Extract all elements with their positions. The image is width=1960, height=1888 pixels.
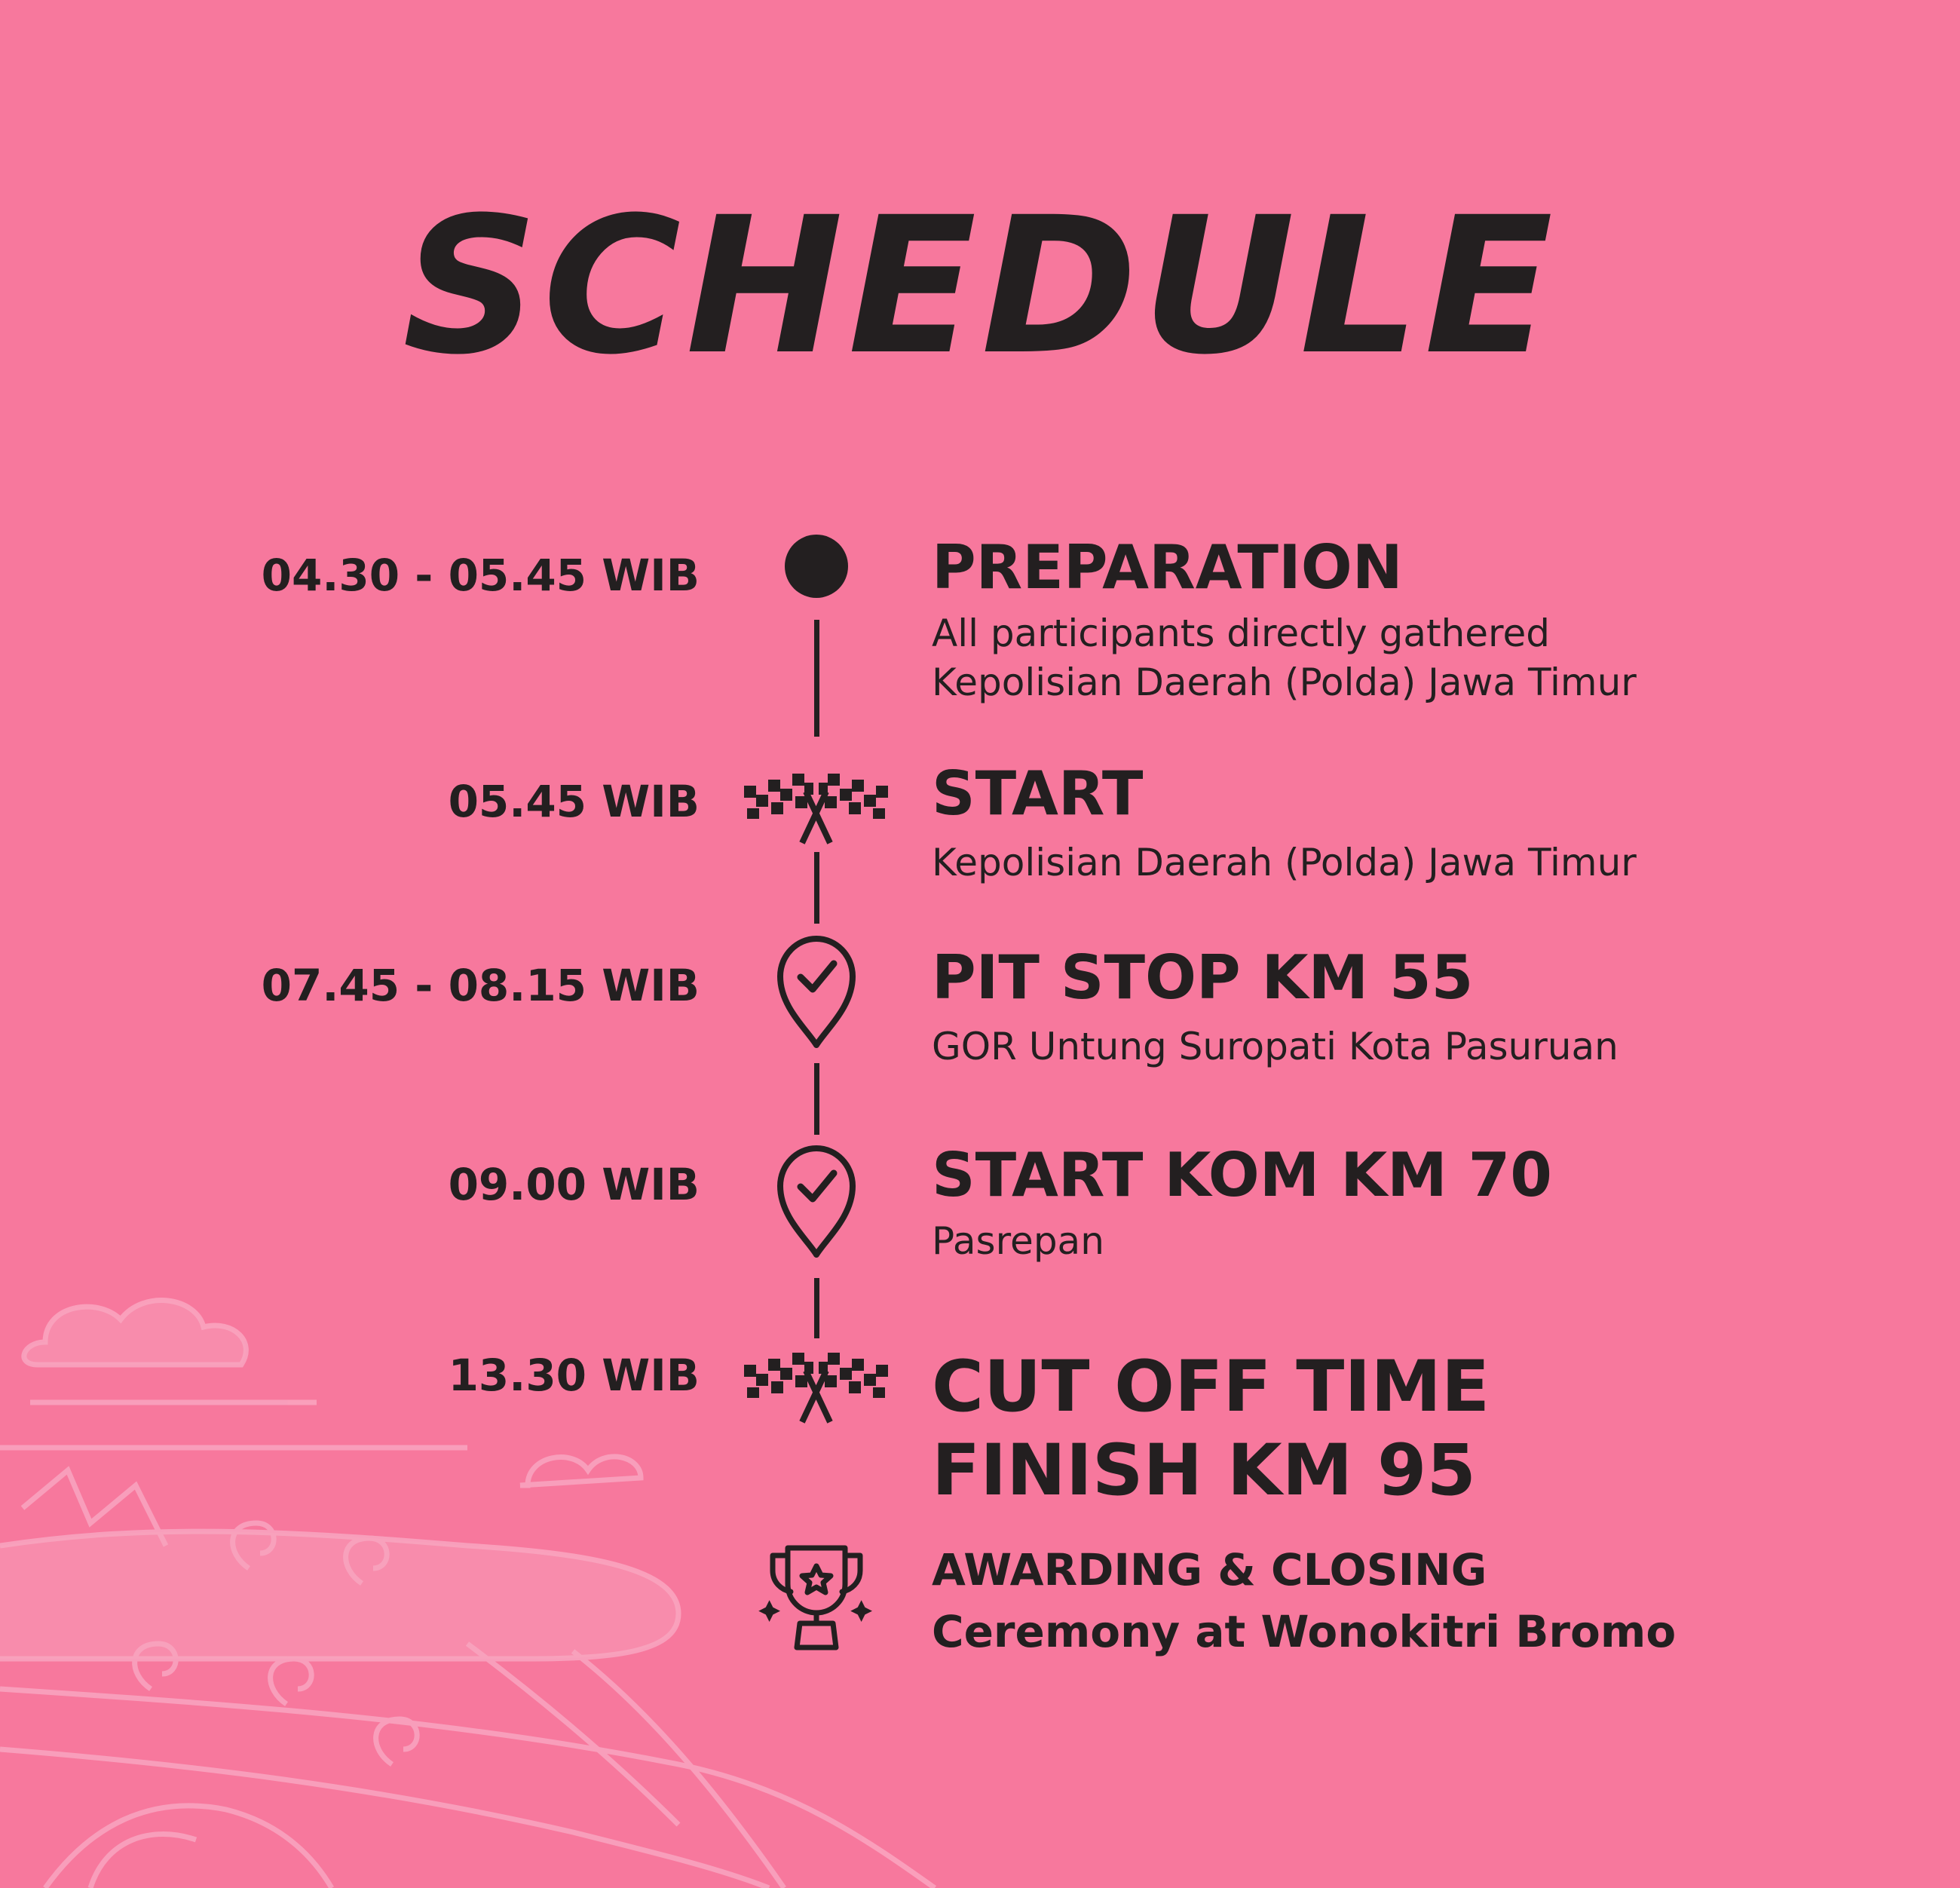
event-title: START bbox=[932, 759, 1144, 829]
event-time: 13.30 WIB bbox=[448, 1350, 700, 1401]
event-time: 09.00 WIB bbox=[448, 1159, 700, 1210]
event-description: Kepolisian Daerah (Polda) Jawa Timur bbox=[932, 660, 1637, 705]
event-cut-off-time bbox=[932, 1346, 1490, 1513]
event-title: CUT OFF TIME bbox=[932, 1346, 1490, 1428]
event-description: GOR Untung Suropati Kota Pasuruan bbox=[932, 1025, 1619, 1069]
event-start-kom bbox=[932, 1140, 1552, 1266]
timeline-connector bbox=[814, 852, 819, 924]
event-title: FINISH KM 95 bbox=[932, 1429, 1476, 1512]
trophy-icon bbox=[758, 1542, 875, 1652]
event-time: 04.30 - 05.45 WIB bbox=[261, 550, 700, 601]
event-description: Kepolisian Daerah (Polda) Jawa Timur bbox=[932, 841, 1637, 885]
checkered-flags-icon bbox=[743, 762, 890, 844]
event-description: Ceremony at Wonokitri Bromo bbox=[932, 1606, 1677, 1658]
event-title: AWARDING & CLOSING bbox=[932, 1544, 1487, 1595]
event-pit-stop bbox=[932, 942, 1619, 1071]
page-title: SCHEDULE bbox=[402, 176, 1558, 396]
event-title: START KOM KM 70 bbox=[932, 1140, 1552, 1210]
event-title: PREPARATION bbox=[932, 532, 1403, 602]
timeline-connector bbox=[814, 620, 819, 737]
event-awarding bbox=[932, 1540, 1676, 1662]
event-description: All participants directly gathered bbox=[932, 611, 1551, 656]
timeline-connector bbox=[814, 1278, 819, 1338]
event-time: 07.45 - 08.15 WIB bbox=[261, 960, 700, 1011]
event-time: 05.45 WIB bbox=[448, 776, 700, 827]
checkered-flags-icon bbox=[743, 1341, 890, 1424]
event-description: Pasrepan bbox=[932, 1219, 1104, 1264]
event-title: PIT STOP KM 55 bbox=[932, 942, 1474, 1013]
location-check-icon bbox=[776, 935, 856, 1050]
location-check-icon bbox=[776, 1145, 856, 1259]
event-preparation bbox=[932, 532, 1637, 707]
dot-icon bbox=[783, 533, 850, 599]
timeline-connector bbox=[814, 1063, 819, 1135]
event-start bbox=[932, 759, 1637, 887]
